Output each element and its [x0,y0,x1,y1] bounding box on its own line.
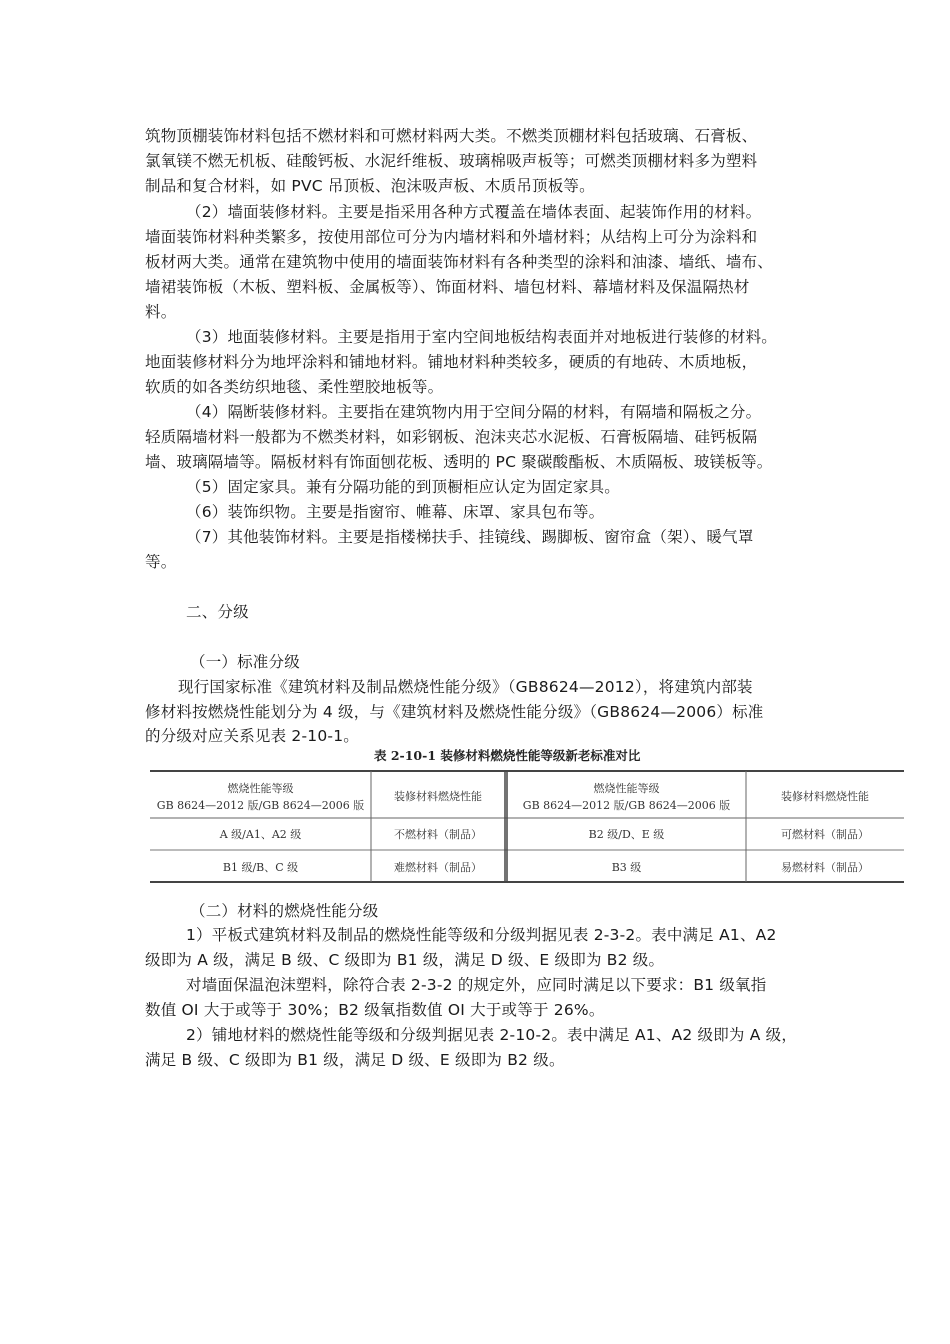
comparison-table [150,770,904,884]
table-cell: 可燃材料（制品） [781,828,869,841]
table-cell: A 级/A1、A2 级 [219,828,302,841]
paragraph-line: （4）隔断装修材料。主要指在建筑物内用于空间分隔的材料，有隔墙和隔板之分。 [186,403,762,421]
subsection-heading: （二）材料的燃烧性能分级 [190,902,379,920]
paragraph-line: 氯氧镁不燃无机板、硅酸钙板、水泥纤维板、玻璃棉吸声板等；可燃类顶棚材料多为塑料 [145,152,758,170]
paragraph-line: 对墙面保温泡沫塑料，除符合表 2-3-2 的规定外，应同时满足以下要求：B1 级氧指 [186,976,767,994]
paragraph-line: （2）墙面装修材料。主要是指采用各种方式覆盖在墙体表面、起装饰作用的材料。 [186,203,762,221]
table-header-cell: GB 8624—2012 版/GB 8624—2006 版 [522,799,731,812]
paragraph-line: 修材料按燃烧性能划分为 4 级，与《建筑材料及燃烧性能分级》（GB8624—2006）标准 [145,703,764,721]
paragraph-line: （7）其他装饰材料。主要是指楼梯扶手、挂镜线、踢脚板、窗帘盒（架）、暖气罩 [186,528,754,546]
table-cell: 难燃材料（制品） [394,861,482,874]
subsection-heading: （一）标准分级 [190,653,300,671]
paragraph-line: 的分级对应关系见表 2-10-1。 [145,727,359,745]
paragraph-line: 墙面装饰材料种类繁多，按使用部位可分为内墙材料和外墙材料；从结构上可分为涂料和 [145,228,758,246]
table-cell: 不燃材料（制品） [394,828,482,841]
paragraph-line: 墙、玻璃隔墙等。隔板材料有饰面刨花板、透明的 PC 聚碳酸酯板、木质隔板、玻镁板等。 [145,453,773,471]
paragraph-line: 轻质隔墙材料一般都为不燃类材料，如彩钢板、泡沫夹芯水泥板、石膏板隔墙、硅钙板隔 [145,428,758,446]
table-header-cell: 燃烧性能等级 [593,782,660,795]
paragraph-line: 数值 OI 大于或等于 30%；B2 级氧指数值 OI 大于或等于 26%。 [145,1001,605,1019]
table-header-cell: GB 8624—2012 版/GB 8624—2006 版 [156,799,365,812]
table-cell: B1 级/B、C 级 [222,861,299,874]
paragraph-line: 满足 B 级、C 级即为 B1 级，满足 D 级、E 级即为 B2 级。 [145,1051,565,1069]
paragraph-line: （6）装饰织物。主要是指窗帘、帷幕、床罩、家具包布等。 [186,503,605,521]
paragraph-line: 板材两大类。通常在建筑物中使用的墙面装饰材料有各种类型的涂料和油漆、墙纸、墙布、 [145,253,774,271]
paragraph-line: 墙裙装饰板（木板、塑料板、金属板等）、饰面材料、墙包材料、幕墙材料及保温隔热材 [145,278,750,296]
table-header-cell: 燃烧性能等级 [227,782,294,795]
paragraph-line: 制品和复合材料，如 PVC 吊顶板、泡沫吸声板、木质吊顶板等。 [145,177,595,195]
paragraph-line: 地面装修材料分为地坪涂料和铺地材料。铺地材料种类较多，硬质的有地砖、木质地板， [145,353,758,371]
paragraph-line: 现行国家标准《建筑材料及制品燃烧性能分级》（GB8624—2012），将建筑内部装 [178,678,753,696]
table-cell: B2 级/D、E 级 [588,828,665,841]
table-header-cell: 装修材料燃烧性能 [394,790,482,803]
paragraph-line: 料。 [145,303,177,321]
paragraph-line: （3）地面装修材料。主要是指用于室内空间地板结构表面并对地板进行装修的材料。 [186,328,777,346]
table-caption: 表 2-10-1 装修材料燃烧性能等级新老标准对比 [374,748,641,763]
paragraph-line: 1）平板式建筑材料及制品的燃烧性能等级和分级判据见表 2-3-2。表中满足 A1、A2 [186,926,777,944]
table-cell: 易燃材料（制品） [781,861,869,874]
table-header-cell: 装修材料燃烧性能 [781,790,869,803]
paragraph-line: （5）固定家具。兼有分隔功能的到顶橱柜应认定为固定家具。 [186,478,620,496]
paragraph-line: 软质的如各类纺织地毯、柔性塑胶地板等。 [145,378,444,396]
section-heading: 二、分级 [186,603,249,621]
paragraph-line: 2）铺地材料的燃烧性能等级和分级判据见表 2-10-2。表中满足 A1、A2 级即为 A 级， [186,1026,798,1044]
paragraph-line: 筑物顶棚装饰材料包括不燃材料和可燃材料两大类。不燃类顶棚材料包括玻璃、石膏板、 [145,127,758,145]
paragraph-line: 级即为 A 级，满足 B 级、C 级即为 B1 级，满足 D 级、E 级即为 B2 级。 [145,951,665,969]
paragraph-line: 等。 [145,553,177,571]
table-cell: B3 级 [611,861,642,874]
